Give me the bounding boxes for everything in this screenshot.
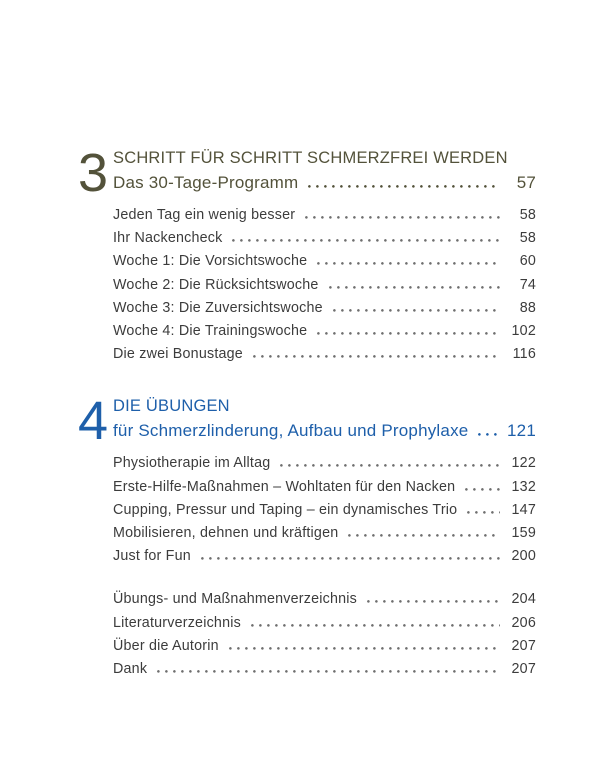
toc-entry-label: Woche 2: Die Rücksichtswoche (113, 276, 319, 293)
toc-entry-label: Woche 1: Die Vorsichtswoche (113, 253, 308, 270)
chapter-3-heading (78, 142, 536, 203)
toc-entry-page: 147 (511, 501, 536, 518)
chapter-4-heading (78, 391, 536, 452)
toc-entry-label: Erste-Hilfe-Maßnahmen – Wohltaten für den Nacken (113, 478, 456, 495)
toc-entry-label: Woche 4: Die Trainingswoche (113, 322, 308, 339)
dot-leader (229, 647, 500, 650)
toc-entry-page: 200 (511, 548, 536, 565)
toc-entry (113, 591, 536, 614)
toc-entry (113, 230, 536, 253)
dot-leader (317, 332, 500, 335)
toc-entry-label: Dank (113, 660, 148, 677)
dot-leader (280, 464, 500, 467)
toc-entry (113, 615, 536, 638)
dot-leader (329, 286, 500, 289)
chapter-4-number: 4 (78, 391, 109, 452)
toc-entry (113, 502, 536, 525)
toc-entry-page: 207 (511, 660, 536, 677)
toc-entry (113, 479, 536, 502)
toc-entry (113, 207, 536, 230)
toc-entry-page: 122 (511, 455, 536, 472)
toc-entry-label: Cupping, Pressur und Taping – ein dynamisches Trio (113, 501, 458, 518)
toc-entry-page: 74 (519, 276, 536, 293)
dot-leader (333, 309, 500, 312)
dot-leader (465, 488, 500, 491)
chapter-3-page-number: 57 (516, 173, 536, 193)
chapter-3-subtitle-row (113, 172, 536, 195)
toc-entry-page: 58 (519, 207, 536, 224)
toc-entry-label: Ihr Nackencheck (113, 230, 223, 247)
toc-entry-label: Just for Fun (113, 548, 191, 565)
toc-entry-page: 88 (519, 299, 536, 316)
toc-entry-page: 206 (511, 614, 536, 631)
dot-leader (467, 511, 500, 514)
toc-entry (113, 277, 536, 300)
toc-entry (113, 638, 536, 661)
toc-entry (113, 455, 536, 478)
dot-leader (367, 600, 500, 603)
chapter-4-subtitle: für Schmerzlinderung, Aufbau und Prophylaxe (113, 421, 469, 441)
chapter-3-number: 3 (78, 142, 109, 203)
dot-leader (308, 185, 498, 188)
toc-entry (113, 323, 536, 346)
toc-entry-label: Mobilisieren, dehnen und kräftigen (113, 524, 339, 541)
dot-leader (251, 624, 500, 627)
chapter-4-entries (113, 455, 536, 571)
dot-leader (157, 670, 500, 673)
toc-entry (113, 548, 536, 571)
toc-entry-page: 60 (519, 253, 536, 270)
toc-entry-label: Die zwei Bonustage (113, 346, 243, 363)
toc-entry (113, 661, 536, 684)
toc-entry-label: Jeden Tag ein wenig besser (113, 207, 296, 224)
chapter-3-title: SCHRITT FÜR SCHRITT SCHMERZFREI WERDEN (113, 149, 508, 167)
chapter-4-title: DIE ÜBUNGEN (113, 397, 230, 416)
toc-entry (113, 253, 536, 276)
chapter-4-subtitle-row (113, 420, 536, 443)
chapter-3-head (113, 147, 536, 195)
dot-leader (232, 239, 500, 242)
backmatter-entries (113, 591, 536, 684)
toc-entry-page: 102 (511, 322, 536, 339)
dot-leader (253, 355, 500, 358)
dot-leader (348, 534, 500, 537)
chapter-3-entries (113, 207, 536, 369)
toc-entry-label: Literaturverzeichnis (113, 614, 241, 631)
chapter-4-head (113, 395, 536, 443)
toc-entry (113, 346, 536, 369)
dot-leader (317, 262, 500, 265)
toc-entry-label: Woche 3: Die Zuversichtswoche (113, 299, 323, 316)
toc-entry-page: 132 (511, 478, 536, 495)
toc-entry-page: 116 (512, 346, 536, 363)
chapter-3-subtitle: Das 30-Tage-Programm (113, 173, 299, 193)
toc-entry-label: Übungs- und Maßnahmenverzeichnis (113, 591, 358, 608)
toc-entry-page: 58 (519, 230, 536, 247)
toc-entry-page: 159 (511, 524, 536, 541)
toc-entry (113, 300, 536, 323)
toc-entry-label: Über die Autorin (113, 637, 219, 654)
dot-leader (201, 557, 500, 560)
toc-entry-page: 207 (511, 637, 536, 654)
dot-leader (478, 433, 498, 436)
toc-entry (113, 525, 536, 548)
toc-entry-label: Physiotherapie im Alltag (113, 455, 271, 472)
dot-leader (305, 216, 500, 219)
toc-entry-page: 204 (511, 591, 536, 608)
chapter-4-page-number: 121 (507, 421, 536, 441)
